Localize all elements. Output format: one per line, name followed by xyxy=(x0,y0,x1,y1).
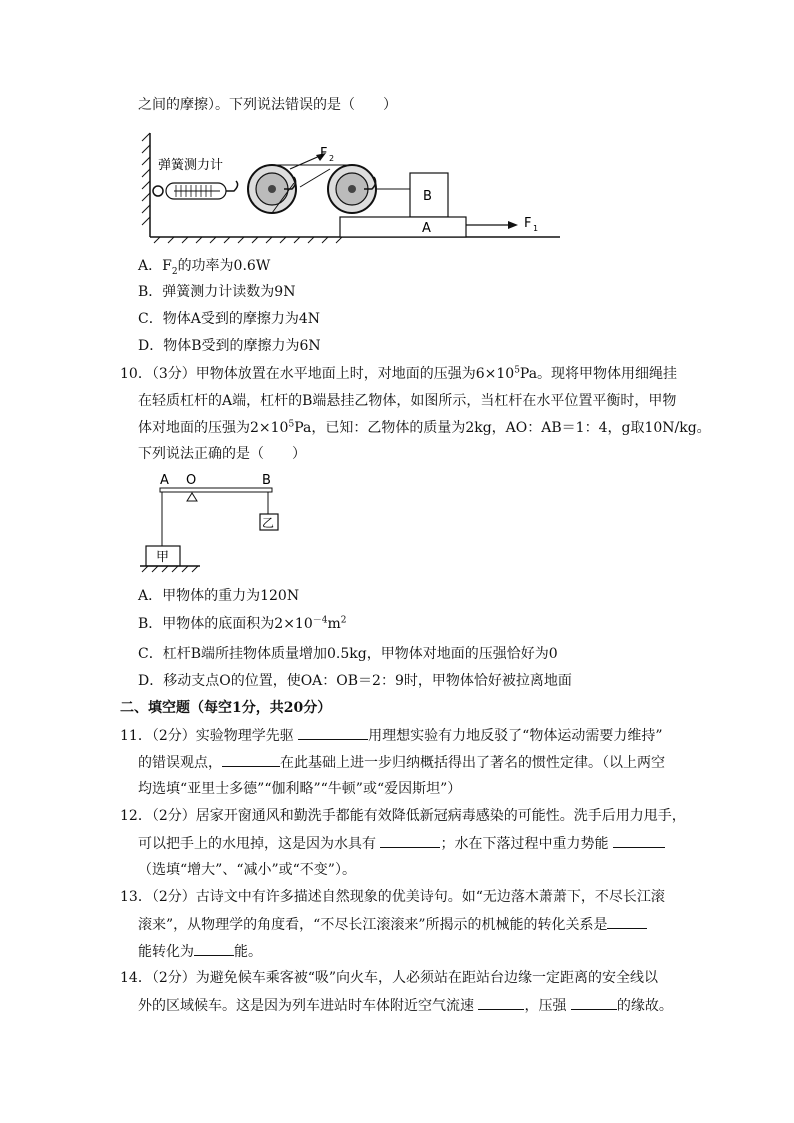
q10-option-a: A．甲物体的重力为120N xyxy=(138,588,300,604)
q10-option-b-post: m xyxy=(327,616,341,632)
q14-blank-2[interactable] xyxy=(571,995,617,1010)
q12-line-3: （选填“增大”、“减小”或“不变”）。 xyxy=(138,862,356,878)
q10-option-b-sup: －4 xyxy=(312,615,328,626)
q11-blank-2[interactable] xyxy=(222,752,280,767)
q9-option-d: D．物体B受到的摩擦力为6N xyxy=(138,338,321,354)
q14-line-1: 14．（2分）为避免候车乘客被“吸”向火车，人必须站在距站台边缘一定距离的安全线以 xyxy=(120,970,659,986)
f2-sub: 2 xyxy=(329,154,335,163)
q12-line-2a: 可以把手上的水甩掉，这是因为水具有 xyxy=(138,836,381,852)
q13-line-3b: 能。 xyxy=(234,944,262,960)
q9-option-a-sub: 2 xyxy=(171,266,178,277)
f2-label: F xyxy=(320,146,328,161)
q11-line-2b: 在此基础上进一步归纳概括得出了著名的惯性定律。（以上两空 xyxy=(280,755,665,771)
yi-label: 乙 xyxy=(262,516,275,530)
q10-option-d: D．移动支点O的位置，使OA：OB＝2：9时，甲物体恰好被拉离地面 xyxy=(138,673,572,689)
q12-blank-2[interactable] xyxy=(613,833,665,848)
q13-blank-2[interactable] xyxy=(194,941,234,956)
q13-blank-1[interactable] xyxy=(607,914,647,929)
q11-line-1 xyxy=(120,725,663,746)
q13-line-3 xyxy=(138,941,262,962)
lever-a-label: A xyxy=(160,473,169,488)
q9-option-c: C．物体A受到的摩擦力为4N xyxy=(138,311,320,327)
q11-line-2 xyxy=(138,752,665,773)
q13-line-2-text: 滚来”，从物理学的角度看，“不尽长江滚滚来”所揭示的机械能的转化关系是 xyxy=(138,917,608,933)
q10-line-1b: Pa。现将甲物体用细绳挂 xyxy=(519,366,678,382)
q14-line-2 xyxy=(138,995,673,1016)
q11-line-1b: 用理想实验有力地反驳了“物体运动需要力维持” xyxy=(368,728,663,744)
q11-blank-1[interactable] xyxy=(298,725,368,740)
q11-line-3: 均选填“亚里士多德”“伽利略”“牛顿”或“爱因斯坦”） xyxy=(138,781,462,797)
q10-lever-figure xyxy=(140,470,300,580)
q14-line-2a: 外的区域候车。这是因为列车进站时车体附近空气流速 xyxy=(138,998,479,1014)
lever-b-label: B xyxy=(262,473,271,488)
q10-line-3-sup: 5 xyxy=(288,419,295,430)
q10-option-b xyxy=(138,614,347,634)
q10-line-3b: Pa，已知：乙物体的质量为2kg，AO：AB＝1：4，g取10N/kg。 xyxy=(294,420,711,436)
block-a-label: A xyxy=(422,221,431,236)
spring-label: 弹簧测力计 xyxy=(158,158,224,173)
q9-stem-tail: 之间的摩擦）。下列说法错误的是（ ） xyxy=(138,97,397,113)
f1-sub: 1 xyxy=(533,224,539,233)
q14-blank-1[interactable] xyxy=(478,995,524,1010)
q10-option-b-sup2: 2 xyxy=(340,615,347,626)
q10-line-2: 在轻质杠杆的A端，杠杆的B端悬挂乙物体，如图所示，当杠杆在水平位置平衡时，甲物 xyxy=(138,393,677,409)
q12-line-2b: ；水在下落过程中重力势能 xyxy=(440,836,613,852)
q13-line-3a: 能转化为 xyxy=(138,944,194,960)
q10-line-1 xyxy=(120,364,677,384)
q12-blank-1[interactable] xyxy=(380,833,440,848)
lever-o-label: O xyxy=(186,473,197,488)
q12-line-2 xyxy=(138,833,665,854)
q10-option-b-pre: B．甲物体的底面积为2×10 xyxy=(138,616,313,632)
jia-label: 甲 xyxy=(156,550,170,565)
f1-label: F xyxy=(524,216,532,231)
q9-option-a-post: 的功率为0.6W xyxy=(177,258,271,274)
block-b-label: B xyxy=(423,189,432,204)
q10-line-1-sup: 5 xyxy=(514,365,520,376)
q14-line-2b: ，压强 xyxy=(524,998,571,1014)
q13-line-1: 13．（2分）古诗文中有许多描述自然现象的优美诗句。如“无边落木萧萧下，不尽长江滚 xyxy=(120,889,665,905)
q11-line-1a: 11．（2分）实验物理学先驱 xyxy=(120,728,299,744)
q9-option-a-pre: A．F xyxy=(138,258,172,274)
q11-line-2a: 的错误观点， xyxy=(138,755,222,771)
section-title: 二、填空题（每空1分，共20分） xyxy=(120,700,332,716)
q10-line-1a: 10．（3分）甲物体放置在水平地面上时，对地面的压强为6×10 xyxy=(120,366,515,382)
q10-line-4: 下列说法正确的是（ ） xyxy=(138,446,306,462)
q12-line-1: 12．（2分）居家开窗通风和勤洗手都能有效降低新冠病毒感染的可能性。洗手后用力甩手， xyxy=(120,808,686,824)
q10-line-3a: 体对地面的压强为2×10 xyxy=(138,420,289,436)
q14-line-2c: 的缘故。 xyxy=(616,998,673,1014)
q13-line-2 xyxy=(138,914,647,935)
q9-option-a xyxy=(138,256,270,276)
q9-option-b: B．弹簧测力计读数为9N xyxy=(138,284,296,300)
q10-option-c: C．杠杆B端所挂物体质量增加0.5kg，甲物体对地面的压强恰好为0 xyxy=(138,646,558,662)
q9-pulley-figure xyxy=(140,125,580,245)
q10-line-3 xyxy=(138,418,711,438)
